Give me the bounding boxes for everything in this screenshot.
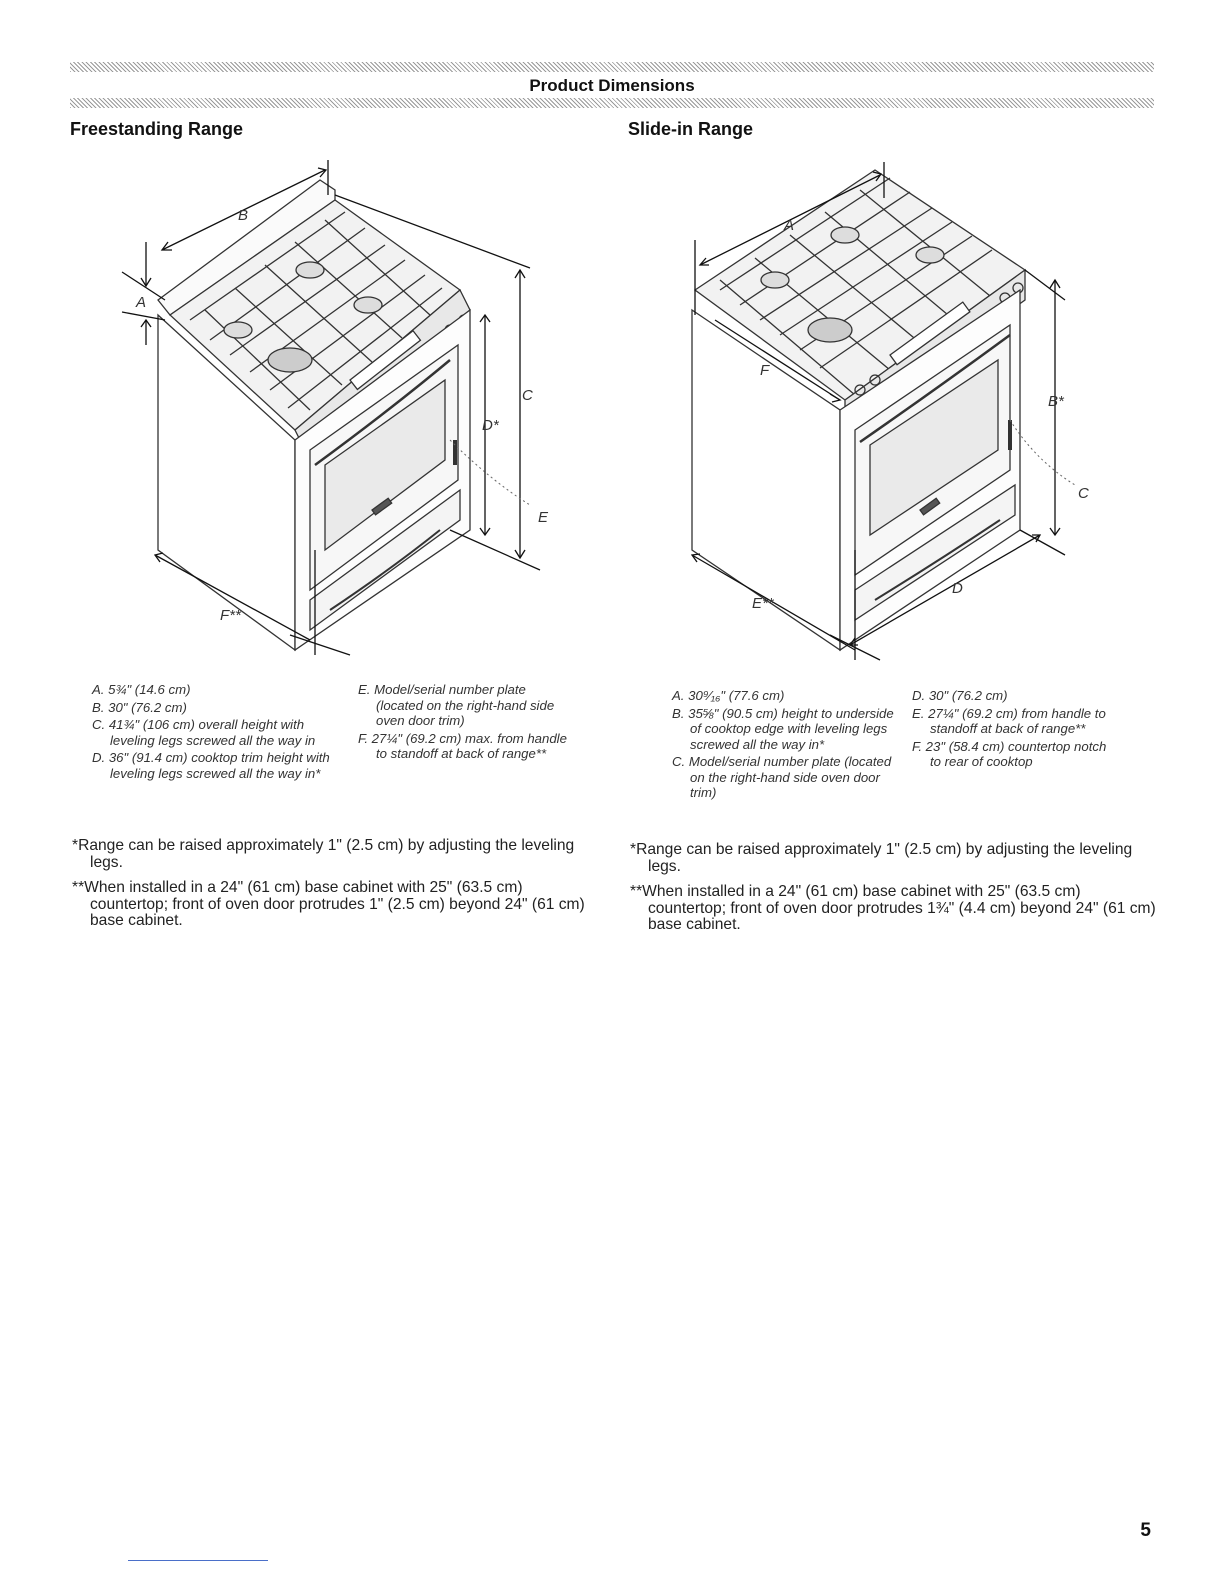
legend-item: F. 23" (58.4 cm) countertop notch to rear of cooktop — [912, 738, 1107, 769]
slidein-range-diagram — [680, 150, 1120, 670]
page-title: Product Dimensions — [529, 76, 695, 95]
freestanding-label-a: A — [136, 294, 147, 311]
legend-item: E. Model/serial number plate (located on the right-hand side oven door trim) — [358, 682, 555, 728]
footnote: *Range can be raised approximately 1" (2.5 cm) by adjusting the leveling legs. — [630, 841, 1133, 875]
legend-item: B. 30" (76.2 cm) — [92, 699, 187, 715]
freestanding-notes — [72, 838, 592, 939]
freestanding-title: Freestanding Range — [70, 119, 244, 139]
header-band-top — [70, 62, 1154, 72]
slidein-title: Slide-in Range — [628, 119, 754, 139]
freestanding-label-d: D* — [482, 417, 499, 434]
freestanding-label-c: C — [522, 387, 533, 404]
legend-item: C. Model/serial number plate (located on the right-hand side oven door trim) — [672, 754, 892, 800]
footnote: **When installed in a 24" (61 cm) base cabinet with 25" (63.5 cm) countertop; front of oven door protrudes 1¾" (4.4 cm) beyond 24" (61 cm) base cabinet. — [630, 883, 1156, 933]
slidein-notes — [630, 842, 1160, 943]
slidein-label-f: F — [760, 362, 770, 379]
legend-item: D. 30" (76.2 cm) — [912, 688, 1008, 703]
slidein-label-c: C — [1078, 485, 1089, 502]
legend-item: B. 35⅝" (90.5 cm) height to underside of cooktop edge with leveling legs screwed all the way in* — [672, 705, 894, 752]
legend-item: D. 36" (91.4 cm) cooktop trim height with leveling legs screwed all the way in* — [92, 750, 330, 781]
legend-item: E. 27¼" (69.2 cm) from handle to standoff at back of range** — [912, 705, 1106, 736]
slidein-label-a: A — [784, 217, 795, 234]
freestanding-range-diagram — [110, 150, 570, 670]
legend-item: A. 30⁹⁄₁₆" (77.6 cm) — [672, 688, 785, 703]
freestanding-label-b: B — [238, 207, 249, 224]
footnote: *Range can be raised approximately 1" (2.5 cm) by adjusting the leveling legs. — [72, 837, 575, 871]
slidein-legend-left — [672, 688, 902, 803]
slidein-legend-right — [912, 688, 1112, 772]
legend-item: F. 27¼" (69.2 cm) max. from handle to standoff at back of range** — [358, 730, 567, 761]
freestanding-legend-left — [92, 682, 332, 783]
header-band-bottom — [70, 98, 1154, 108]
slidein-label-e: E** — [752, 595, 774, 612]
legend-item: A. 5¾" (14.6 cm) — [92, 682, 191, 697]
freestanding-label-e: E — [538, 509, 549, 526]
page-number: 5 — [1140, 1520, 1151, 1541]
slidein-label-d: D — [952, 580, 963, 597]
freestanding-label-f: F** — [220, 607, 241, 624]
slidein-label-b: B* — [1048, 393, 1064, 410]
footnote: **When installed in a 24" (61 cm) base cabinet with 25" (63.5 cm) countertop; front of oven door protrudes 1" (2.5 cm) beyond 24" (61 cm) base cabinet. — [72, 879, 585, 929]
freestanding-legend-right — [358, 682, 573, 764]
legend-item: C. 41¾" (106 cm) overall height with leveling legs screwed all the way in — [92, 717, 316, 748]
footer-line — [128, 1560, 268, 1561]
